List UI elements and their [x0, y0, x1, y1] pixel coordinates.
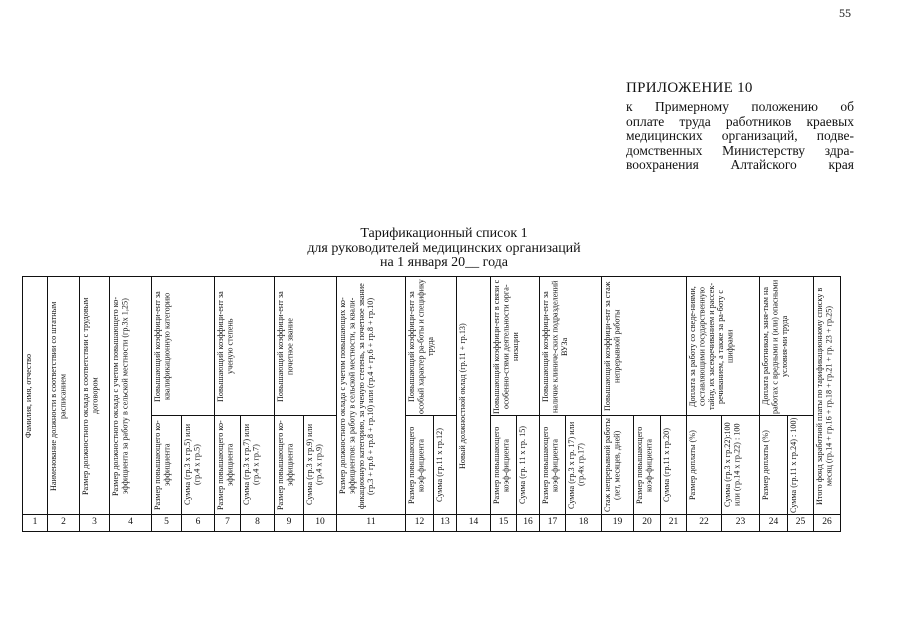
appendix-title: ПРИЛОЖЕНИЕ 10: [626, 80, 753, 96]
sub-header-cell: Сумма (гр.3 х гр.5) или (гр.4 х гр.5): [183, 424, 202, 506]
header-cell: Размер должностного оклада в соответствии с трудовым договором: [81, 297, 100, 495]
header-cell: Итого фонд заработной платы по тарификационному списку в месяц (гр.14 + гр.16 + гр.18 + гр.21 + гр. 23 + гр.25): [815, 287, 834, 505]
group-header-cell: Повышающий коэффици-ент за ученую степень: [216, 291, 235, 402]
page-number: 55: [839, 6, 851, 20]
sub-header-cell: Сумма (гр.11 х гр.24) : 100): [789, 417, 798, 513]
group-header-cell: Повышающий коэффици-ент за квалификационную категорию: [153, 291, 172, 402]
group-header-cell: Доплата работникам, заня-тым на работах с вредными и (или) опасными условия-ми труда: [761, 279, 789, 414]
sub-header-cell: Размер повышающего коэф-фициента: [635, 426, 654, 504]
column-number: 26: [822, 517, 832, 527]
column-number: 15: [498, 517, 509, 527]
group-header-cell: Доплата за работу со сведе-ниями, составляющими государственную тайну, их засекречиванием и рассек-речиванием, а также за ра-боту с шифрами: [688, 282, 735, 411]
column-number: 21: [668, 517, 679, 527]
sub-header-cell: Стаж непрерывной работы (лет, месяцев, дней): [603, 418, 622, 512]
group-header-cell: Повышающий коэффици-ент за стаж непрерывной работы: [603, 281, 622, 412]
column-number: 22: [699, 517, 709, 527]
column-number: 13: [440, 517, 450, 527]
column-number: 7: [225, 517, 230, 527]
column-number: 11: [366, 517, 376, 527]
column-number: 9: [286, 517, 292, 527]
column-number: 10: [315, 517, 325, 527]
column-number: 18: [578, 517, 589, 527]
column-number: 16: [523, 517, 533, 527]
header-cell: Новый должностной оклад (гр.11 + гр.13): [458, 323, 467, 469]
header-cell: Наименование должности в соответствии со штатным расписанием: [49, 301, 68, 491]
appendix-line: воохранения Алтайского края: [626, 157, 854, 173]
sub-header-cell: Размер повышающего коэф-фициента: [407, 426, 426, 504]
sub-header-cell: Размер повышающего ко-эффициента: [153, 420, 172, 510]
sub-header-cell: Размер повышающего коэф-фициента: [541, 426, 560, 504]
appendix-line: медицинских организаций, подве-: [626, 128, 854, 144]
header-cell: Фамилия, имя, отчество: [24, 353, 33, 439]
sub-header-cell: Сумма (гр.11 х гр.12): [435, 428, 444, 502]
sub-header-cell: Размер повышающего коэф-фициента: [492, 426, 511, 504]
column-number: 24: [768, 517, 779, 527]
column-number: 3: [92, 517, 97, 527]
header-cell: Размер должностного оклада с учетом повышающего ко-эффициента за работу в сельской местности (гр.3х 1,25): [111, 296, 130, 496]
appendix-line: к Примерному положению об: [626, 99, 854, 114]
sub-header-cell: Сумма (гр.3 х гр.9) или (гр.4 х гр.9): [305, 424, 324, 506]
sub-header-cell: Сумма (гр. 11 х гр. 15): [518, 425, 527, 505]
title-line: Тарификационный список 1: [360, 226, 528, 241]
sub-header-cell: Размер доплаты (%): [761, 430, 770, 500]
column-number: 4: [128, 517, 133, 527]
column-number: 19: [612, 517, 623, 527]
group-header-cell: Повышающий коэффици-ент за почетное звание: [276, 291, 295, 402]
header-cell: Размер должностного оклада с учетом повышающих ко-эффициентов: за работу в сельской местности, за квали-фикационную категорию, за ученую степень, за почетное звание (гр.3 + гр.6 + гр.8 + гр.10) или (гр.4 + гр.6 + гр.8 + гр.10): [338, 283, 376, 509]
column-number: 23: [735, 517, 746, 527]
column-number: 25: [795, 517, 806, 527]
column-number: 8: [255, 517, 260, 527]
column-number: 14: [468, 517, 479, 527]
appendix-line: оплате труда работников краевых: [626, 113, 854, 129]
sub-header-cell: Сумма (гр.11 х гр.20): [662, 428, 671, 502]
sub-header-cell: Сумма (гр.3 х гр.7) или (гр.4 х гр.7): [242, 424, 261, 506]
column-number: 17: [547, 517, 558, 527]
group-header-cell: Повышающий коэффици-ент в связи с особенно-стями деятельности орга-низации: [492, 279, 520, 414]
group-header-cell: Повышающий коэффици-ент за наличие клиниче-ских подразделений ВУЗа: [541, 280, 569, 413]
title-line: для руководителей медицинских организаций: [307, 240, 581, 256]
column-number: 2: [61, 517, 66, 527]
sub-header-cell: Сумма (гр.3 х гр. 17) или (гр.4х гр.17): [567, 421, 586, 509]
column-number: 20: [642, 517, 652, 527]
column-number: 6: [195, 517, 201, 527]
sub-header-cell: Размер доплаты (%): [688, 430, 697, 500]
column-number: 12: [414, 517, 425, 527]
appendix-line: домственных Министерству здра-: [626, 142, 854, 158]
title-line: на 1 января 20__ года: [379, 255, 509, 270]
sub-header-cell: Размер повышающего ко-эффициента: [276, 420, 295, 510]
sub-header-cell: Сумма (гр.3 х гр.22):100 или (гр.14 х гр.22) : 100: [723, 422, 742, 508]
group-header-cell: Повышающий коэффици-ент за особый характер ра-боты и специфику труда: [407, 279, 435, 414]
column-number: 5: [164, 517, 169, 527]
column-number: 1: [32, 517, 38, 527]
sub-header-cell: Размер повышающего ко-эффициента: [216, 420, 235, 510]
